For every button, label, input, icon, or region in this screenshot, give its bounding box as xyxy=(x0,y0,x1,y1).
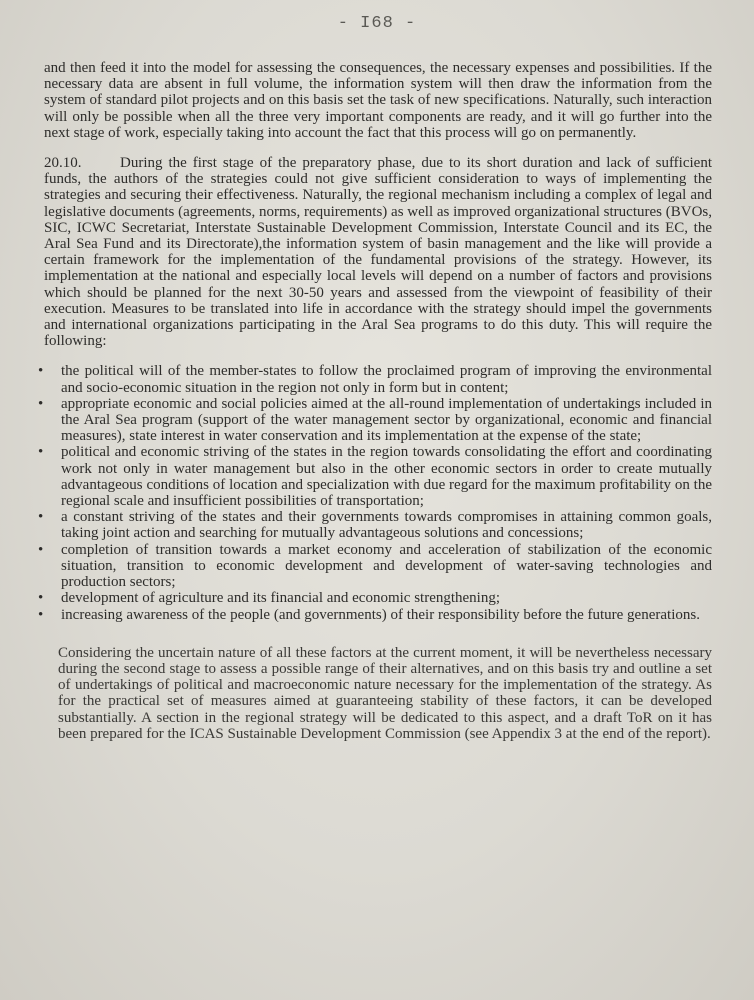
list-item xyxy=(38,509,712,542)
paragraph-number: 20.10. xyxy=(44,155,82,172)
list-item-text: appropriate economic and social policies aimed at the all-round implementation of undertakings included in the Aral Sea program (support of the water management sector by organizational, economic and financial measures), state interest in water conservation and its implementation at the expense of the state; xyxy=(61,395,712,445)
list-item xyxy=(38,395,712,445)
bullet-icon: • xyxy=(38,541,44,558)
list-item xyxy=(38,541,712,591)
bullet-icon: • xyxy=(38,606,44,623)
list-item-text: development of agriculture and its financial and economic strengthening; xyxy=(61,590,501,607)
list-item xyxy=(38,444,712,510)
list-item xyxy=(38,590,712,607)
bullet-icon: • xyxy=(38,363,44,380)
paragraph-20-10 xyxy=(44,155,712,349)
bullet-icon: • xyxy=(38,590,44,607)
list-item xyxy=(38,363,712,396)
list-item-text: a constant striving of the states and their governments towards compromises in attaining common goals, taking joint action and searching for mutually advantageous solutions and concessions; xyxy=(61,509,712,542)
bullet-icon: • xyxy=(38,395,44,412)
paragraph-20-10-text: During the first stage of the preparatory phase, due to its short duration and lack of sufficient funds, the authors of the strategies could not give sufficient consideration to ways of implementing the strategies and securing their effectiveness. Naturally, the regional mechanism including a complex of legal and legislative documents (agreements, norms, requirements) as well as improved organizational structures (BVOs, SIC, ICWC Secretariat, Interstate Sustainable Development Commission, Interstate Council and its EC, the Aral Sea Fund and its Directorate),the information system of basin management and the like will provide a certain framework for the implementation of the fundamental provisions of the strategy. However, its implementation at the national and especially local levels will depend on a number of factors and provisions which should be planned for the next 30-50 years and assessed from the viewpoint of feasibility of their execution. Measures to be translated into life in accordance with the strategy should impel the governments and international organizations participating in the Aral Sea programs to do this duty. This will require the following: xyxy=(44,155,712,350)
list-item-text: increasing awareness of the people (and governments) of their responsibility before the future generations. xyxy=(61,606,700,623)
list-item xyxy=(38,606,712,623)
list-item-text: completion of transition towards a market economy and acceleration of stabilization of the economic situation, transition to economic development and development of water-saving technologies and production sectors; xyxy=(61,541,712,591)
bullet-icon: • xyxy=(38,444,44,461)
list-item-text: political and economic striving of the states in the region towards consolidating the effort and coordinating work not only in water management but also in the other economic sectors in order to create mutually advantageous conditions of location and specialization with due regard for the maximum profitability on the regional scale and insufficient possibilities of transportation; xyxy=(61,444,712,510)
page-number: - I68 - xyxy=(337,14,417,33)
document-body xyxy=(38,60,712,742)
list-item-text: the political will of the member-states to follow the proclaimed program of improving the environmental and socio-economic situation in the region not only in form but in content; xyxy=(61,363,712,396)
paragraph-conclusion: Considering the uncertain nature of all these factors at the current moment, it will be nevertheless necessary during the second stage to assess a possible range of their alternatives, and on this basis try and outline a set of undertakings of political and macroeconomic nature necessary for the implementation of the strategy. As for the practical set of measures aimed at guaranteeing stability of these factors, it can be developed substantially. A section in the regional strategy will be dedicated to this aspect, and a draft ToR on it has been prepared for the ICAS Sustainable Development Commission (see Appendix 3 at the end of the report). xyxy=(58,644,712,742)
requirements-list xyxy=(38,363,712,623)
paragraph-continuation: and then feed it into the model for assessing the consequences, the necessary expenses and possibilities. If the necessary data are absent in full volume, the information system will then draw the information from the system of standard pilot projects and on this basis set the task of new specifications. Naturally, such interaction will only be possible when all the three very important components are ready, and it will go further into the next stage of work, especially taking into account the fact that this process will go on permanently. xyxy=(44,60,712,141)
bullet-icon: • xyxy=(38,509,44,526)
